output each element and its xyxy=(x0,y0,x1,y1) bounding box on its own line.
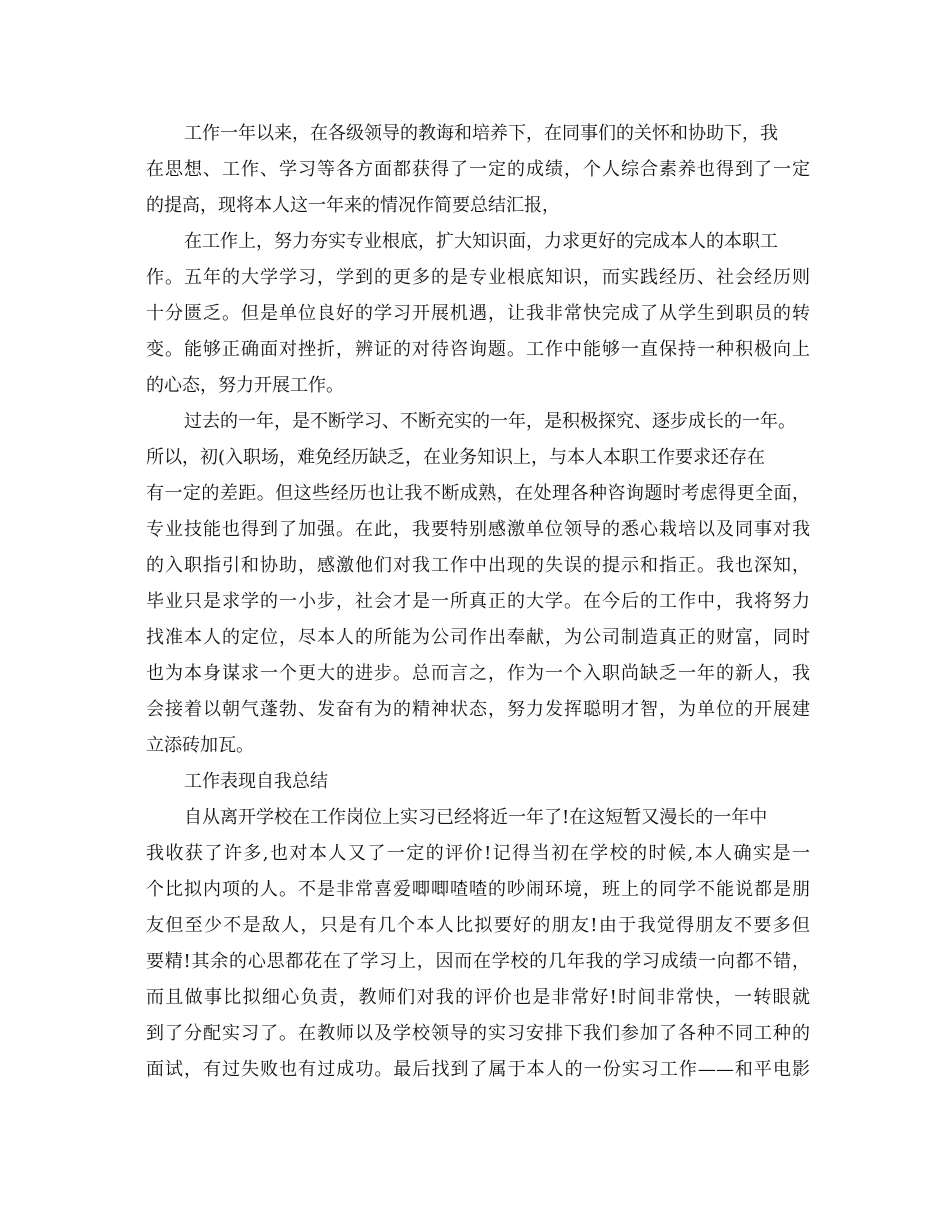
text-line: 的心态，努力开展工作。 xyxy=(146,375,344,396)
text-line: 有一定的差距。但这些经历也让我不断成熟，在处理各种咨询题时考虑得更全面， xyxy=(146,483,810,504)
text-line: 找准本人的定位，尽本人的所能为公司作出奉献，为公司制造真正的财富，同时 xyxy=(146,627,810,648)
text-line: 作。五年的大学学习，学到的更多的是专业根底知识，而实践经历、社会经历则 xyxy=(146,267,810,288)
text-line: 工作一年以来，在各级领导的教诲和培养下，在同事们的关怀和协助下，我 xyxy=(184,123,778,144)
text-line: 我收获了许多,也对本人又了一定的评价!记得当初在学校的时候,本人确实是一 xyxy=(146,843,810,864)
section-heading: 工作表现自我总结 xyxy=(184,771,328,792)
text-line: 立添砖加瓦。 xyxy=(146,735,254,756)
text-line: 在工作上，努力夯实专业根底，扩大知识面，力求更好的完成本人的本职工 xyxy=(184,231,778,252)
text-line: 毕业只是求学的一小步，社会才是一所真正的大学。在今后的工作中，我将努力 xyxy=(146,591,810,612)
text-line: 在思想、工作、学习等各方面都获得了一定的成绩，个人综合素养也得到了一定 xyxy=(146,159,810,180)
text-line: 自从离开学校在工作岗位上实习已经将近一年了!在这短暂又漫长的一年中 xyxy=(184,807,768,828)
text-line: 要精!其余的心思都花在了学习上，因而在学校的几年我的学习成绩一向都不错， xyxy=(146,951,810,972)
text-line: 所以，初(入职场，难免经历缺乏，在业务知识上，与本人本职工作要求还存在 xyxy=(146,447,766,468)
text-line: 面试，有过失败也有过成功。最后找到了属于本人的一份实习工作——和平电影 xyxy=(146,1059,810,1080)
text-line: 专业技能也得到了加强。在此，我要特别感激单位领导的悉心栽培以及同事对我 xyxy=(146,519,810,540)
text-line: 的提高，现将本人这一年来的情况作简要总结汇报， xyxy=(146,195,560,216)
text-line: 的入职指引和协助，感激他们对我工作中出现的失误的提示和指正。我也深知， xyxy=(146,555,810,576)
text-line: 过去的一年，是不断学习、不断充实的一年，是积极探究、逐步成长的一年。 xyxy=(184,411,796,432)
text-line: 友但至少不是敌人，只是有几个本人比拟要好的朋友!由于我觉得朋友不要多但 xyxy=(146,915,810,936)
text-line: 十分匮乏。但是单位良好的学习开展机遇，让我非常快完成了从学生到职员的转 xyxy=(146,303,810,324)
text-line: 到了分配实习了。在教师以及学校领导的实习安排下我们参加了各种不同工种的 xyxy=(146,1023,810,1044)
text-line: 而且做事比拟细心负责，教师们对我的评价也是非常好!时间非常快，一转眼就 xyxy=(146,987,810,1008)
text-line: 也为本身谋求一个更大的进步。总而言之，作为一个入职尚缺乏一年的新人，我 xyxy=(146,663,810,684)
text-line: 个比拟内项的人。不是非常喜爱唧唧喳喳的吵闹环境，班上的同学不能说都是朋 xyxy=(146,879,810,900)
text-line: 会接着以朝气蓬勃、发奋有为的精神状态，努力发挥聪明才智，为单位的开展建 xyxy=(146,699,810,720)
document-body xyxy=(146,116,810,1088)
text-line: 变。能够正确面对挫折，辨证的对待咨询题。工作中能够一直保持一种积极向上 xyxy=(146,339,810,360)
